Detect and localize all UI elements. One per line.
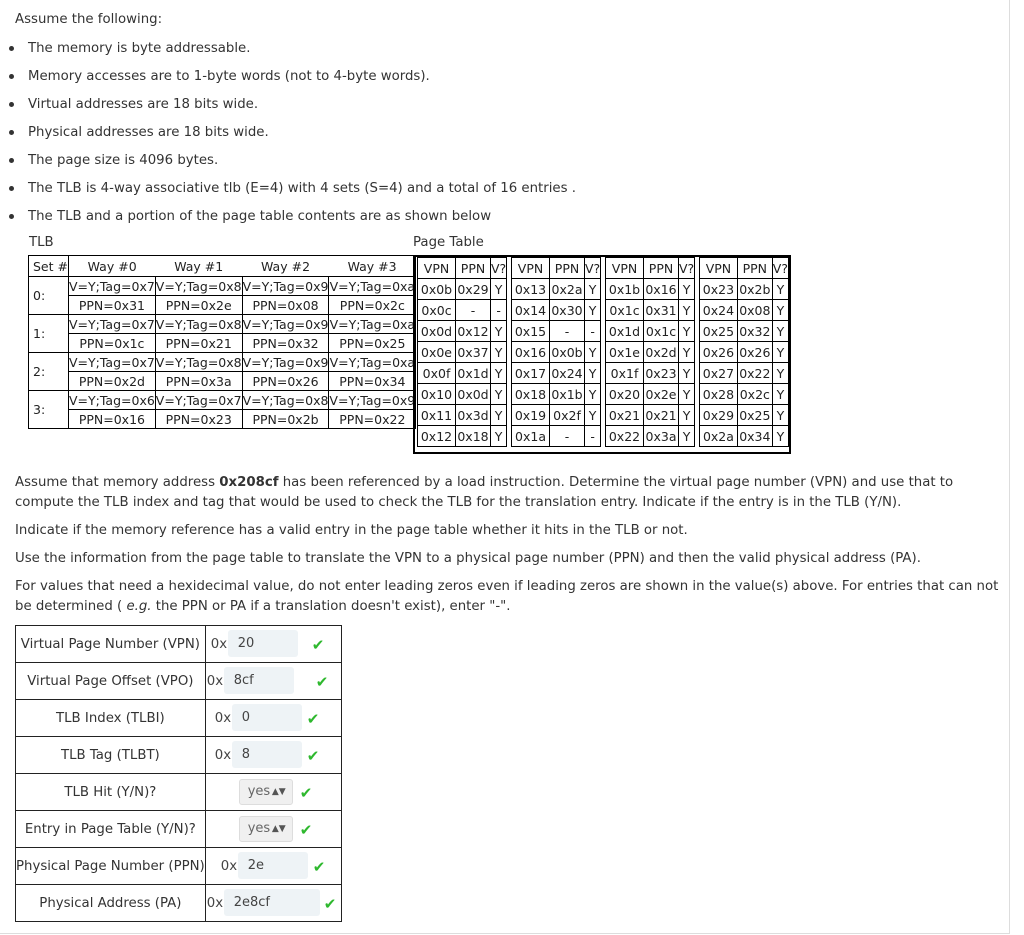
page-table-header: VPN: [418, 258, 456, 279]
page-table-row: [700, 279, 789, 300]
page-table-ppn-cell: 0x26: [737, 342, 772, 363]
page-table-valid-cell: Y: [772, 426, 788, 447]
page-table-valid-cell: Y: [679, 279, 695, 300]
hex-prefix: 0x: [220, 859, 238, 874]
page-table-block: [605, 257, 695, 447]
page-table-ppn-cell: -: [550, 321, 585, 342]
tlb-tag-cell: V=Y;Tag=0x8: [155, 354, 242, 370]
page-table-vpn-cell: 0x0c: [418, 300, 456, 321]
page-table-valid-cell: Y: [491, 342, 507, 363]
page-table-row: [418, 384, 507, 405]
answer-row-page-table: [16, 811, 342, 848]
page-table-header: VPN: [606, 258, 644, 279]
page-table-valid-cell: Y: [491, 384, 507, 405]
answer-row-vpn: [16, 626, 342, 663]
page-table-vpn-cell: 0x23: [700, 279, 738, 300]
tlb-set-label: 1:: [29, 315, 69, 353]
intro-text: Assume the following:: [15, 12, 163, 27]
tlb-tag-cell: V=Y;Tag=0x8: [155, 278, 242, 294]
page-table-valid-cell: -: [585, 426, 601, 447]
page-table-header: PPN: [737, 258, 772, 279]
page-table-block: [417, 257, 507, 447]
page-table-vpn-cell: 0x26: [700, 342, 738, 363]
eg-text: e.g.: [126, 599, 152, 614]
page-table-vpn-cell: 0x1e: [606, 342, 644, 363]
tlb-tag-cell: V=Y;Tag=0x8: [242, 392, 329, 408]
page-table-valid-cell: Y: [679, 384, 695, 405]
page-table-vpn-cell: 0x1a: [512, 426, 550, 447]
page-table-row: [418, 363, 507, 384]
page-table-valid-cell: Y: [772, 321, 788, 342]
question-paragraph-2: Indicate if the memory reference has a valid entry in the page table whether it hits in the TLB or not.: [15, 523, 688, 538]
page-table-row: [700, 300, 789, 321]
page-table-label: Page Table: [413, 235, 484, 250]
page-table-header: V?: [679, 258, 695, 279]
tlb-header-way2: Way #2: [242, 256, 329, 277]
check-icon: ✔: [315, 673, 329, 691]
check-icon: ✔: [323, 895, 337, 913]
page-table-header: V?: [491, 258, 507, 279]
page-table-vpn-cell: 0x1b: [606, 279, 644, 300]
hex-prefix: 0x: [210, 637, 228, 652]
page-table-vpn-cell: 0x13: [512, 279, 550, 300]
page-table-header: PPN: [456, 258, 491, 279]
page-table-row: [512, 363, 601, 384]
tlb-table: [28, 255, 416, 429]
page-table-valid-cell: -: [585, 321, 601, 342]
page-table-ppn-cell: 0x1b: [550, 384, 585, 405]
page-table-vpn-cell: 0x17: [512, 363, 550, 384]
tlb-tag-cell: V=Y;Tag=0x7: [68, 354, 155, 370]
page-table-vpn-cell: 0x29: [700, 405, 738, 426]
page-table-row: [418, 300, 507, 321]
page-table-block: [699, 257, 789, 447]
pa-input[interactable]: 2e8cf: [224, 889, 320, 916]
page-table-ppn-cell: 0x2a: [550, 279, 585, 300]
page-table-row: [512, 342, 601, 363]
page-table-ppn-cell: 0x16: [644, 279, 679, 300]
page-table-ppn-cell: 0x30: [550, 300, 585, 321]
tlb-ppn-cell: PPN=0x26: [242, 372, 329, 391]
tlb-ppn-cell: PPN=0x2e: [155, 296, 242, 315]
page-table-vpn-cell: 0x12: [418, 426, 456, 447]
page-table-row: [512, 384, 601, 405]
tlb-tag-input[interactable]: 8: [232, 741, 302, 768]
page-table-vpn-cell: 0x2a: [700, 426, 738, 447]
page-table-valid-cell: Y: [585, 342, 601, 363]
page-table-vpn-cell: 0x14: [512, 300, 550, 321]
tlb-ppn-cell: PPN=0x3a: [155, 372, 242, 391]
tlb-set-label: 0:: [29, 277, 69, 315]
page-table-vpn-cell: 0x0f: [418, 363, 456, 384]
page-table-valid-cell: Y: [772, 279, 788, 300]
check-icon: ✔: [299, 784, 313, 802]
page-table-row: [700, 405, 789, 426]
tlb-tag-cell: V=Y;Tag=0x9: [329, 392, 416, 408]
answer-table: [15, 625, 342, 922]
question-paragraph-1: [15, 473, 1005, 513]
page-table-vpn-cell: 0x10: [418, 384, 456, 405]
page-table-valid-cell: Y: [585, 384, 601, 405]
page-table-valid-cell: Y: [772, 384, 788, 405]
tlb-tag-cell: V=Y;Tag=0x7: [155, 392, 242, 408]
tlb-ppn-cell: PPN=0x31: [68, 296, 155, 315]
page-table-row: [606, 342, 695, 363]
tlb-header-way0: Way #0: [68, 256, 155, 277]
page-table-vpn-cell: 0x11: [418, 405, 456, 426]
question-text: the PPN or PA if a translation doesn't exist), enter "-".: [151, 599, 511, 614]
page-table-vpn-cell: 0x0e: [418, 342, 456, 363]
page-table-ppn-cell: 0x37: [456, 342, 491, 363]
page-table-row: [418, 279, 507, 300]
question-paragraph-4: [15, 577, 1005, 617]
page-table-valid-cell: Y: [679, 321, 695, 342]
page-table-ppn-cell: 0x12: [456, 321, 491, 342]
page-table-vpn-cell: 0x16: [512, 342, 550, 363]
page-table-entry-value: yes: [247, 821, 271, 836]
page-table-ppn-cell: 0x0b: [550, 342, 585, 363]
answer-label: Virtual Page Offset (VPO): [16, 663, 206, 700]
tlb-hit-value: yes: [247, 784, 271, 799]
page-table-vpn-cell: 0x0d: [418, 321, 456, 342]
tlb-index-input[interactable]: 0: [232, 704, 302, 731]
tlb-ppn-cell: PPN=0x22: [329, 410, 416, 429]
tlb-hit-select[interactable]: [239, 779, 293, 805]
page-table-vpn-cell: 0x24: [700, 300, 738, 321]
tlb-ppn-cell: PPN=0x1c: [68, 334, 155, 353]
memory-address: 0x208cf: [219, 475, 279, 490]
answer-label: Physical Page Number (PPN): [16, 848, 206, 885]
question-paragraph-3: Use the information from the page table to translate the VPN to a physical page number (PPN) and then the valid physical address (PA).: [15, 551, 921, 566]
page-table-entry-select[interactable]: [239, 816, 293, 842]
page-table-ppn-cell: 0x2e: [644, 384, 679, 405]
tlb-ppn-cell: PPN=0x23: [155, 410, 242, 429]
tlb-header-way1: Way #1: [155, 256, 242, 277]
page-table-valid-cell: Y: [679, 342, 695, 363]
vpn-input[interactable]: 20: [228, 630, 298, 657]
page-table-ppn-cell: 0x32: [737, 321, 772, 342]
tlb-tag-cell: V=Y;Tag=0x7: [68, 278, 155, 294]
page-table-row: [606, 363, 695, 384]
page-table-ppn-cell: 0x08: [737, 300, 772, 321]
tlb-ppn-cell: PPN=0x2c: [329, 296, 416, 315]
page-table-ppn-cell: 0x2d: [644, 342, 679, 363]
page-table-ppn-cell: 0x2f: [550, 405, 585, 426]
page-table-ppn-cell: 0x24: [550, 363, 585, 384]
answer-row-vpo: [16, 663, 342, 700]
page-table-valid-cell: Y: [491, 363, 507, 384]
assumption-item: Memory accesses are to 1-byte words (not to 4-byte words).: [0, 64, 576, 92]
tlb-ppn-cell: PPN=0x2d: [68, 372, 155, 391]
tlb-tag-cell: V=Y;Tag=0x6: [68, 392, 155, 408]
page-table-valid-cell: Y: [679, 300, 695, 321]
page-table-row: [418, 342, 507, 363]
page-table-vpn-cell: 0x20: [606, 384, 644, 405]
tlb-tag-cell: V=Y;Tag=0xa: [329, 278, 416, 294]
question-text: has been referenced by a load instruction. Determine the virtual page number (VPN) and use that to compute the TLB index and tag that would be used to check the TLB for the translation entry. Indicate if the entry is in the TLB (Y/N).: [15, 475, 954, 510]
page-table-ppn-cell: 0x2c: [737, 384, 772, 405]
page-table-row: [418, 405, 507, 426]
page-table-vpn-cell: 0x1d: [606, 321, 644, 342]
page-table-row: [418, 426, 507, 447]
question-text: Assume that memory address: [15, 475, 220, 490]
page-table-vpn-cell: 0x1f: [606, 363, 644, 384]
page-table-valid-cell: Y: [491, 279, 507, 300]
page-table-valid-cell: Y: [491, 321, 507, 342]
page-table-vpn-cell: 0x1c: [606, 300, 644, 321]
tlb-ppn-cell: PPN=0x16: [68, 410, 155, 429]
page-table-ppn-cell: 0x18: [456, 426, 491, 447]
answer-row-tlb-hit: [16, 774, 342, 811]
check-icon: ✔: [299, 821, 313, 839]
page-table-row: [606, 279, 695, 300]
page-table-row: [512, 321, 601, 342]
page-table-ppn-cell: 0x29: [456, 279, 491, 300]
answer-label: Physical Address (PA): [16, 885, 206, 922]
page-table-ppn-cell: 0x3a: [644, 426, 679, 447]
select-arrows-icon: ▲▼: [271, 787, 286, 797]
assumption-item: The TLB and a portion of the page table contents are as shown below: [0, 204, 576, 232]
check-icon: ✔: [306, 710, 320, 728]
page-table-valid-cell: Y: [772, 300, 788, 321]
assumption-item: The page size is 4096 bytes.: [0, 148, 576, 176]
check-icon: ✔: [306, 747, 320, 765]
tlb-tag-cell: V=Y;Tag=0x8: [155, 316, 242, 332]
page-table-vpn-cell: 0x27: [700, 363, 738, 384]
page-table-ppn-cell: 0x31: [644, 300, 679, 321]
tlb-ppn-cell: PPN=0x25: [329, 334, 416, 353]
page-table-valid-cell: Y: [772, 405, 788, 426]
page-table-row: [512, 426, 601, 447]
page-table-header: V?: [772, 258, 788, 279]
page-table-ppn-cell: 0x34: [737, 426, 772, 447]
page-table-valid-cell: Y: [585, 405, 601, 426]
answer-row-pa: [16, 885, 342, 922]
page-table-row: [512, 279, 601, 300]
hex-prefix: 0x: [206, 896, 224, 911]
page-table-ppn-cell: 0x1c: [644, 321, 679, 342]
page-table-vpn-cell: 0x28: [700, 384, 738, 405]
page-table-ppn-cell: 0x3d: [456, 405, 491, 426]
page-table-ppn-cell: -: [550, 426, 585, 447]
tlb-ppn-cell: PPN=0x34: [329, 372, 416, 391]
tlb-set-label: 2:: [29, 353, 69, 391]
assumption-list: [0, 36, 576, 232]
page-table: [413, 255, 791, 454]
question-text: For values that need a hexidecimal value, do not enter leading zeros even if leading zeros are shown in the value(s) above. For entries that can not be determined (: [15, 579, 999, 614]
page-table-header: PPN: [644, 258, 679, 279]
assumption-item: Virtual addresses are 18 bits wide.: [0, 92, 576, 120]
page-table-header: VPN: [512, 258, 550, 279]
page-table-ppn-cell: 0x23: [644, 363, 679, 384]
page-table-row: [418, 321, 507, 342]
tlb-label: TLB: [29, 235, 54, 250]
page-table-valid-cell: Y: [491, 426, 507, 447]
page-table-row: [700, 426, 789, 447]
tlb-ppn-cell: PPN=0x32: [242, 334, 329, 353]
ppn-input[interactable]: 2e: [238, 852, 308, 879]
answer-label: Virtual Page Number (VPN): [16, 626, 206, 663]
tlb-ppn-cell: PPN=0x08: [242, 296, 329, 315]
page-table-row: [606, 405, 695, 426]
tlb-tag-cell: V=Y;Tag=0x7: [68, 316, 155, 332]
answer-row-ppn: [16, 848, 342, 885]
page-table-valid-cell: Y: [585, 279, 601, 300]
page-table-ppn-cell: 0x2b: [737, 279, 772, 300]
page-table-vpn-cell: 0x18: [512, 384, 550, 405]
page-table-vpn-cell: 0x0b: [418, 279, 456, 300]
tlb-tag-cell: V=Y;Tag=0xa: [329, 354, 416, 370]
page-table-ppn-cell: 0x25: [737, 405, 772, 426]
page-table-vpn-cell: 0x15: [512, 321, 550, 342]
select-arrows-icon: ▲▼: [271, 824, 286, 834]
page-table-row: [606, 321, 695, 342]
answer-row-tlbi: [16, 700, 342, 737]
page-table-block: [511, 257, 601, 447]
page-table-vpn-cell: 0x25: [700, 321, 738, 342]
page-table-valid-cell: Y: [679, 363, 695, 384]
answer-label: TLB Index (TLBI): [16, 700, 206, 737]
check-icon: ✔: [312, 858, 326, 876]
page-table-row: [512, 300, 601, 321]
tlb-header-set: Set #: [29, 256, 69, 277]
hex-prefix: 0x: [214, 748, 232, 763]
page-table-vpn-cell: 0x22: [606, 426, 644, 447]
tlb-ppn-cell: PPN=0x21: [155, 334, 242, 353]
page-table-row: [700, 384, 789, 405]
vpo-input[interactable]: 8cf: [224, 667, 294, 694]
page-table-row: [606, 426, 695, 447]
page-table-valid-cell: Y: [585, 363, 601, 384]
page-table-header: PPN: [550, 258, 585, 279]
page-table-header: VPN: [700, 258, 738, 279]
page-table-vpn-cell: 0x21: [606, 405, 644, 426]
answer-label: TLB Hit (Y/N)?: [16, 774, 206, 811]
assumption-item: The memory is byte addressable.: [0, 36, 576, 64]
page-table-ppn-cell: 0x0d: [456, 384, 491, 405]
answer-label: TLB Tag (TLBT): [16, 737, 206, 774]
page-table-row: [606, 300, 695, 321]
page-table-ppn-cell: -: [456, 300, 491, 321]
page-table-valid-cell: -: [491, 300, 507, 321]
hex-prefix: 0x: [206, 674, 224, 689]
page-table-ppn-cell: 0x22: [737, 363, 772, 384]
hex-prefix: 0x: [214, 711, 232, 726]
answer-label: Entry in Page Table (Y/N)?: [16, 811, 206, 848]
tlb-tag-cell: V=Y;Tag=0x9: [242, 354, 329, 370]
page-table-ppn-cell: 0x1d: [456, 363, 491, 384]
tlb-header-way3: Way #3: [329, 256, 416, 277]
page-table-ppn-cell: 0x21: [644, 405, 679, 426]
page-table-valid-cell: Y: [585, 300, 601, 321]
answer-row-tlbt: [16, 737, 342, 774]
page-table-header: V?: [585, 258, 601, 279]
tlb-tag-cell: V=Y;Tag=0x9: [242, 316, 329, 332]
page-table-row: [700, 342, 789, 363]
page-table-row: [700, 321, 789, 342]
tlb-set-label: 3:: [29, 391, 69, 429]
tlb-tag-cell: V=Y;Tag=0x9: [242, 278, 329, 294]
page-table-valid-cell: Y: [491, 405, 507, 426]
tlb-ppn-cell: PPN=0x2b: [242, 410, 329, 429]
page-table-row: [606, 384, 695, 405]
page-table-valid-cell: Y: [679, 405, 695, 426]
tlb-tag-cell: V=Y;Tag=0xa: [329, 316, 416, 332]
page-table-vpn-cell: 0x19: [512, 405, 550, 426]
check-icon: ✔: [311, 636, 325, 654]
page-table-valid-cell: Y: [772, 363, 788, 384]
page-table-row: [700, 363, 789, 384]
assumption-item: Physical addresses are 18 bits wide.: [0, 120, 576, 148]
page-table-valid-cell: Y: [679, 426, 695, 447]
page-table-valid-cell: Y: [772, 342, 788, 363]
assumption-item: The TLB is 4-way associative tlb (E=4) with 4 sets (S=4) and a total of 16 entries .: [0, 176, 576, 204]
page-table-row: [512, 405, 601, 426]
